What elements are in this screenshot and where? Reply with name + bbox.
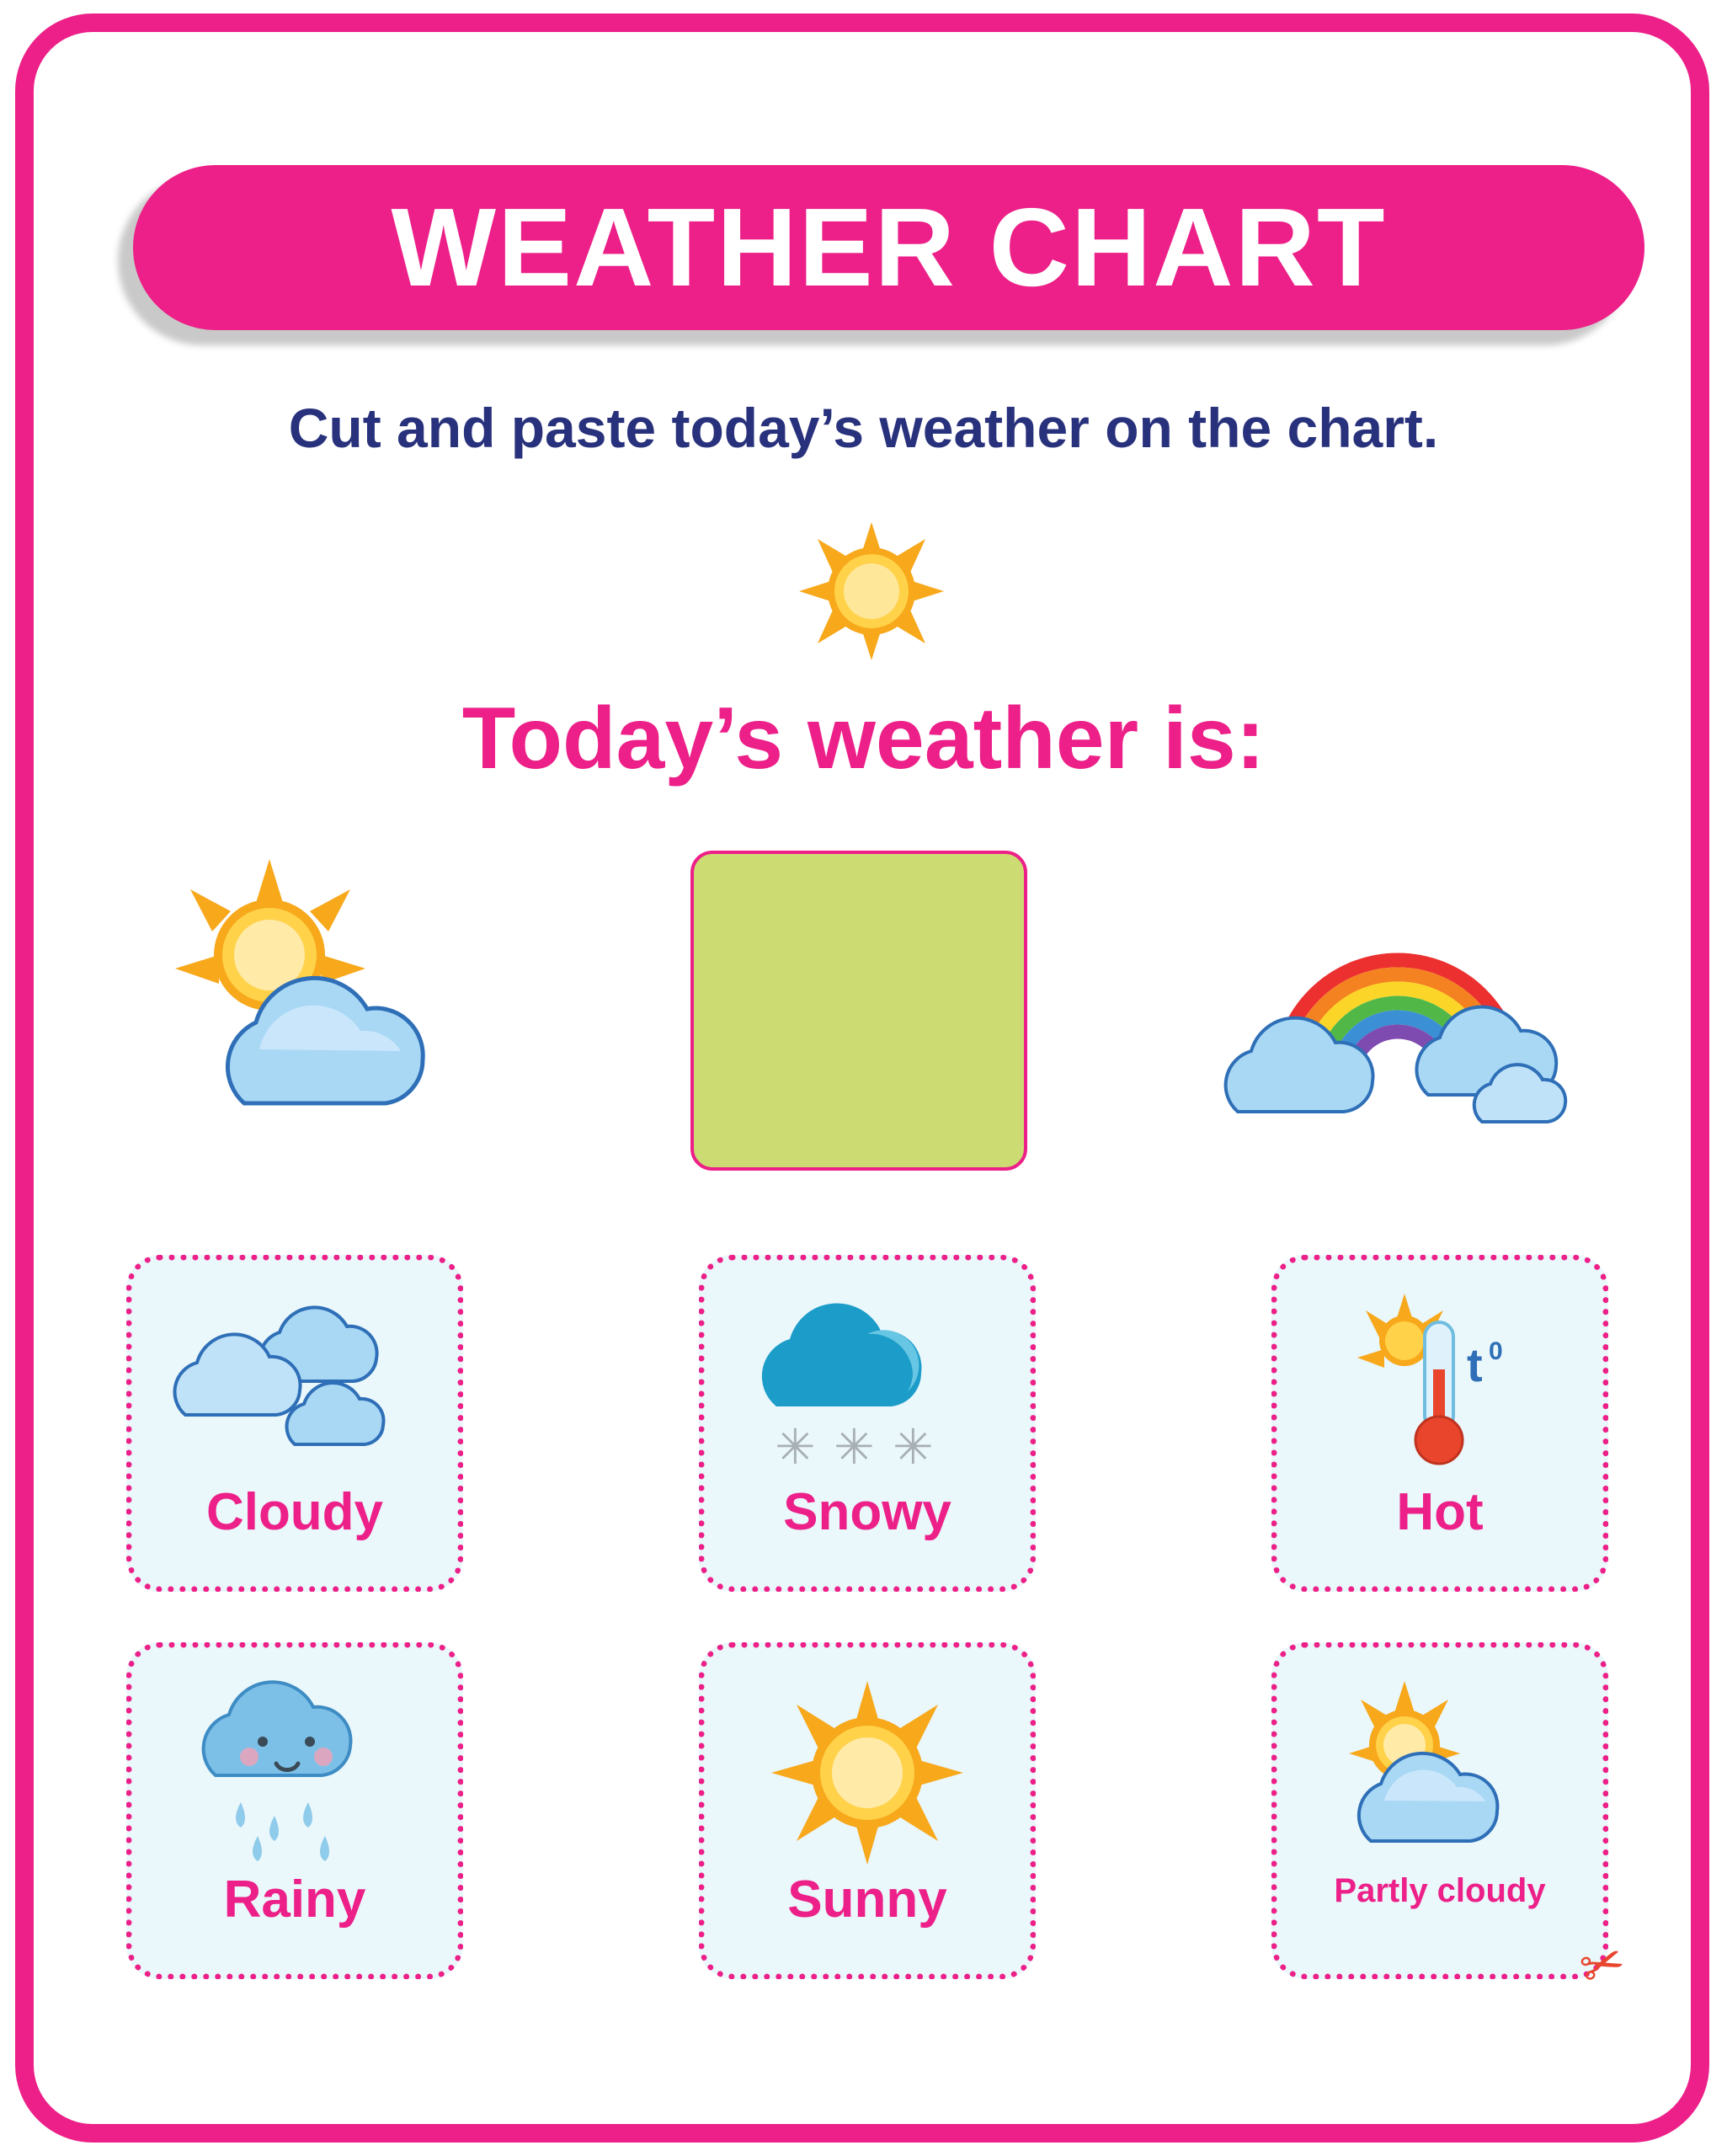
answer-box[interactable] [690,851,1027,1171]
thermometer-sun-icon [1314,1284,1566,1486]
page-title: WEATHER CHART [391,185,1387,309]
sun-icon [741,1672,994,1874]
rainbow-with-clouds-icon [1221,884,1575,1129]
weather-card-label: Rainy [223,1870,366,1929]
instruction-text: Cut and paste today’s weather on the chart. [288,397,1439,459]
prompt-text: Today’s weather is: [461,690,1266,787]
weather-card-snowy[interactable] [699,1255,1036,1592]
svg-text:✳: ✳ [775,1418,816,1476]
rain-cloud-icon [168,1672,421,1874]
sun-behind-cloud-icon [1314,1672,1566,1874]
title-banner [133,165,1644,330]
sun-behind-cloud-icon [160,851,480,1137]
weather-card-rainy[interactable] [126,1642,463,1979]
svg-text:✳: ✳ [893,1418,934,1476]
weather-card-label: Cloudy [205,1483,384,1541]
snow-cloud-icon [741,1284,994,1486]
weather-card-hot[interactable] [1271,1255,1608,1592]
clouds-icon [168,1284,421,1486]
weather-card-label: Snowy [783,1483,951,1541]
svg-text:t: t [1467,1338,1483,1391]
scissors-icon: ✂ [1573,1930,1633,2000]
weather-card-sunny[interactable] [699,1642,1036,1979]
answer-row [126,842,1608,1171]
svg-text:0: 0 [1489,1337,1503,1365]
sun-icon [787,515,956,667]
weather-card-label: Sunny [787,1870,947,1929]
weather-card-grid [126,1255,1608,1979]
weather-card-label: Hot [1396,1483,1484,1541]
svg-text:✳: ✳ [834,1418,875,1476]
weather-card-cloudy[interactable] [126,1255,463,1592]
weather-card-partly-cloudy[interactable] [1271,1642,1608,1979]
weather-card-label: Partly cloudy [1334,1872,1546,1909]
